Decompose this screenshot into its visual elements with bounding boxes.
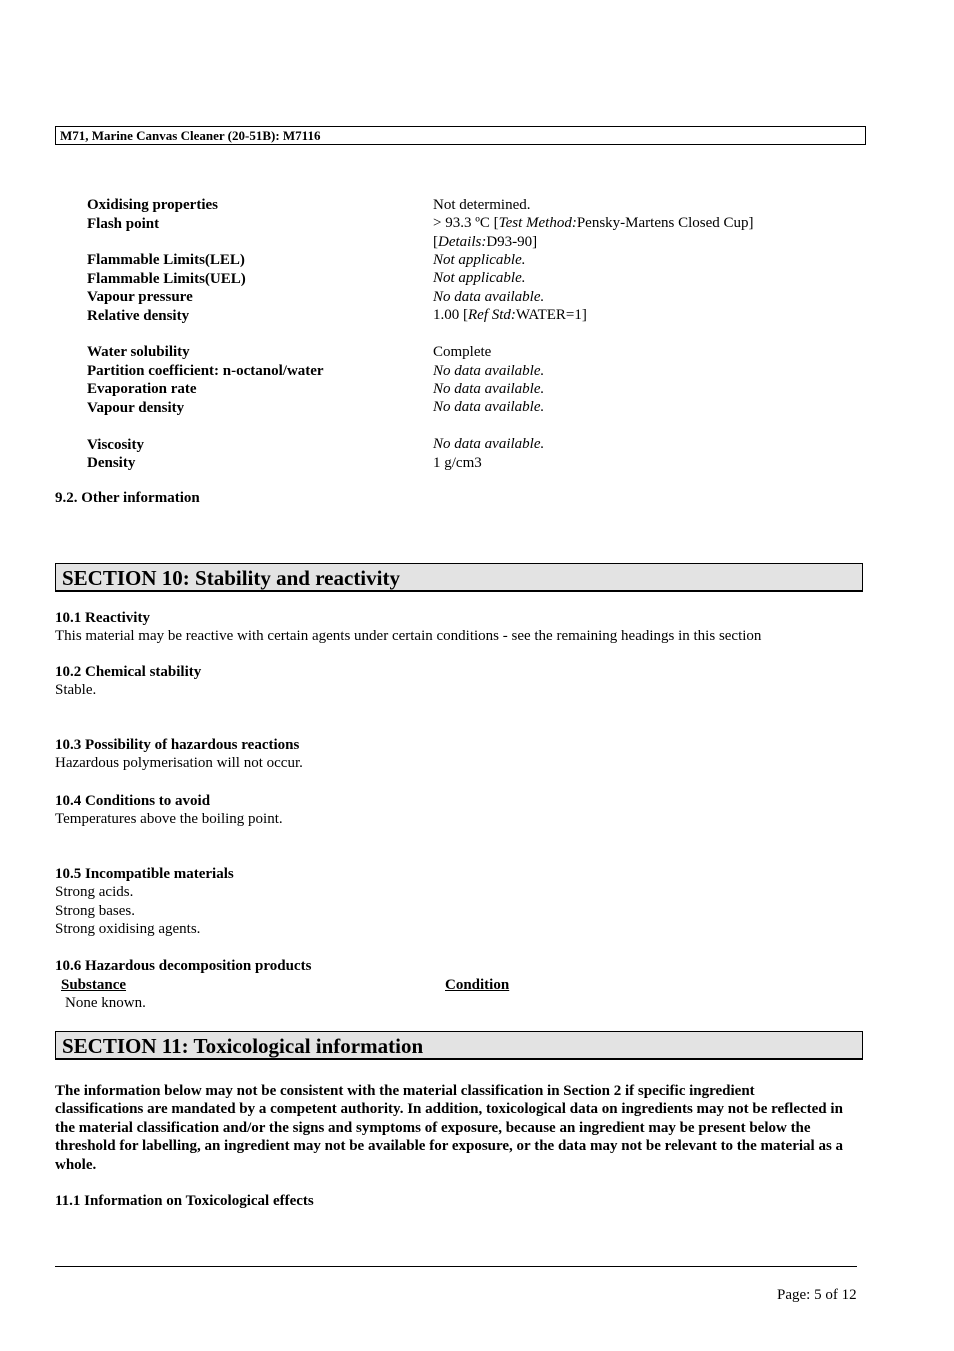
conditions-text: Temperatures above the boiling point. [55, 811, 283, 827]
prop-label-vapour-density: Vapour density [87, 400, 185, 416]
prop-value-oxidising: Not determined. [433, 197, 531, 213]
prop-label-oxidising: Oxidising properties [87, 197, 218, 213]
footer-divider [55, 1266, 857, 1267]
prop-label-viscosity: Viscosity [87, 437, 144, 453]
hazardous-reactions-heading: 10.3 Possibility of hazardous reactions [55, 737, 300, 753]
prop-label-relative-density: Relative density [87, 308, 190, 324]
toxicology-intro: The information below may not be consistent with the material classification in Section 2 if specific ingredient classifications are mandated by a competent authority. In addition, toxicological data on ingredients may not be reflected in the material classification and/or the signs and symptoms of exposure, because an ingredient may be present below the threshold for labelling, an ingredient may not be available for exposure, or the data may not be relevant to the material as a whole. [55, 1083, 844, 1173]
hazardous-reactions-text: Hazardous polymerisation will not occur. [55, 755, 303, 771]
prop-value-evaporation: No data available. [433, 381, 545, 397]
incompatible-heading: 10.5 Incompatible materials [55, 866, 234, 882]
prop-label-density: Density [87, 455, 136, 471]
section-10-title: SECTION 10: Stability and reactivity [62, 566, 400, 590]
prop-label-water-solubility: Water solubility [87, 344, 190, 360]
toxicological-effects-heading: 11.1 Information on Toxicological effects [55, 1193, 314, 1209]
prop-label-partition: Partition coefficient: n-octanol/water [87, 363, 324, 379]
reactivity-text: This material may be reactive with certain agents under certain conditions - see the remaining headings in this section [55, 628, 762, 644]
incompatible-item: Strong bases. [55, 903, 135, 919]
stability-heading: 10.2 Chemical stability [55, 664, 202, 680]
condition-column-header: Condition [445, 977, 510, 993]
reactivity-heading: 10.1 Reactivity [55, 610, 150, 626]
decomposition-heading: 10.6 Hazardous decomposition products [55, 958, 312, 974]
prop-value-relative-density: 1.00 [Ref Std:WATER=1] [433, 307, 587, 323]
prop-label-lel: Flammable Limits(LEL) [87, 252, 245, 268]
prop-label-evaporation: Evaporation rate [87, 381, 197, 397]
decomposition-value: None known. [65, 995, 146, 1011]
conditions-heading: 10.4 Conditions to avoid [55, 793, 211, 809]
prop-value-vapour-pressure: No data available. [433, 289, 545, 305]
prop-value-vapour-density: No data available. [433, 399, 545, 415]
prop-value-water-solubility: Complete [433, 344, 492, 360]
section-11-title: SECTION 11: Toxicological information [62, 1034, 424, 1058]
incompatible-item: Strong oxidising agents. [55, 921, 201, 937]
other-information-heading: 9.2. Other information [55, 490, 200, 506]
prop-value-viscosity: No data available. [433, 436, 545, 452]
prop-label-flash-point: Flash point [87, 216, 160, 232]
prop-label-uel: Flammable Limits(UEL) [87, 271, 246, 287]
substance-column-header: Substance [61, 977, 127, 993]
prop-value-uel: Not applicable. [433, 270, 526, 286]
prop-label-vapour-pressure: Vapour pressure [87, 289, 193, 305]
section-10-header [55, 563, 863, 592]
prop-value-lel: Not applicable. [433, 252, 526, 268]
product-title: M71, Marine Canvas Cleaner (20-51B): M7116 [60, 128, 321, 143]
prop-value-flash-point-details: [Details:D93-90] [433, 234, 538, 250]
page-number: Page: 5 of 12 [777, 1287, 857, 1303]
prop-value-density: 1 g/cm3 [433, 455, 482, 471]
incompatible-item: Strong acids. [55, 884, 134, 900]
prop-value-partition: No data available. [433, 363, 545, 379]
prop-value-flash-point: > 93.3 ºC [Test Method:Pensky-Martens Closed Cup] [433, 215, 754, 231]
stability-text: Stable. [55, 682, 97, 698]
document-header [55, 126, 866, 145]
section-11-header [55, 1031, 863, 1060]
